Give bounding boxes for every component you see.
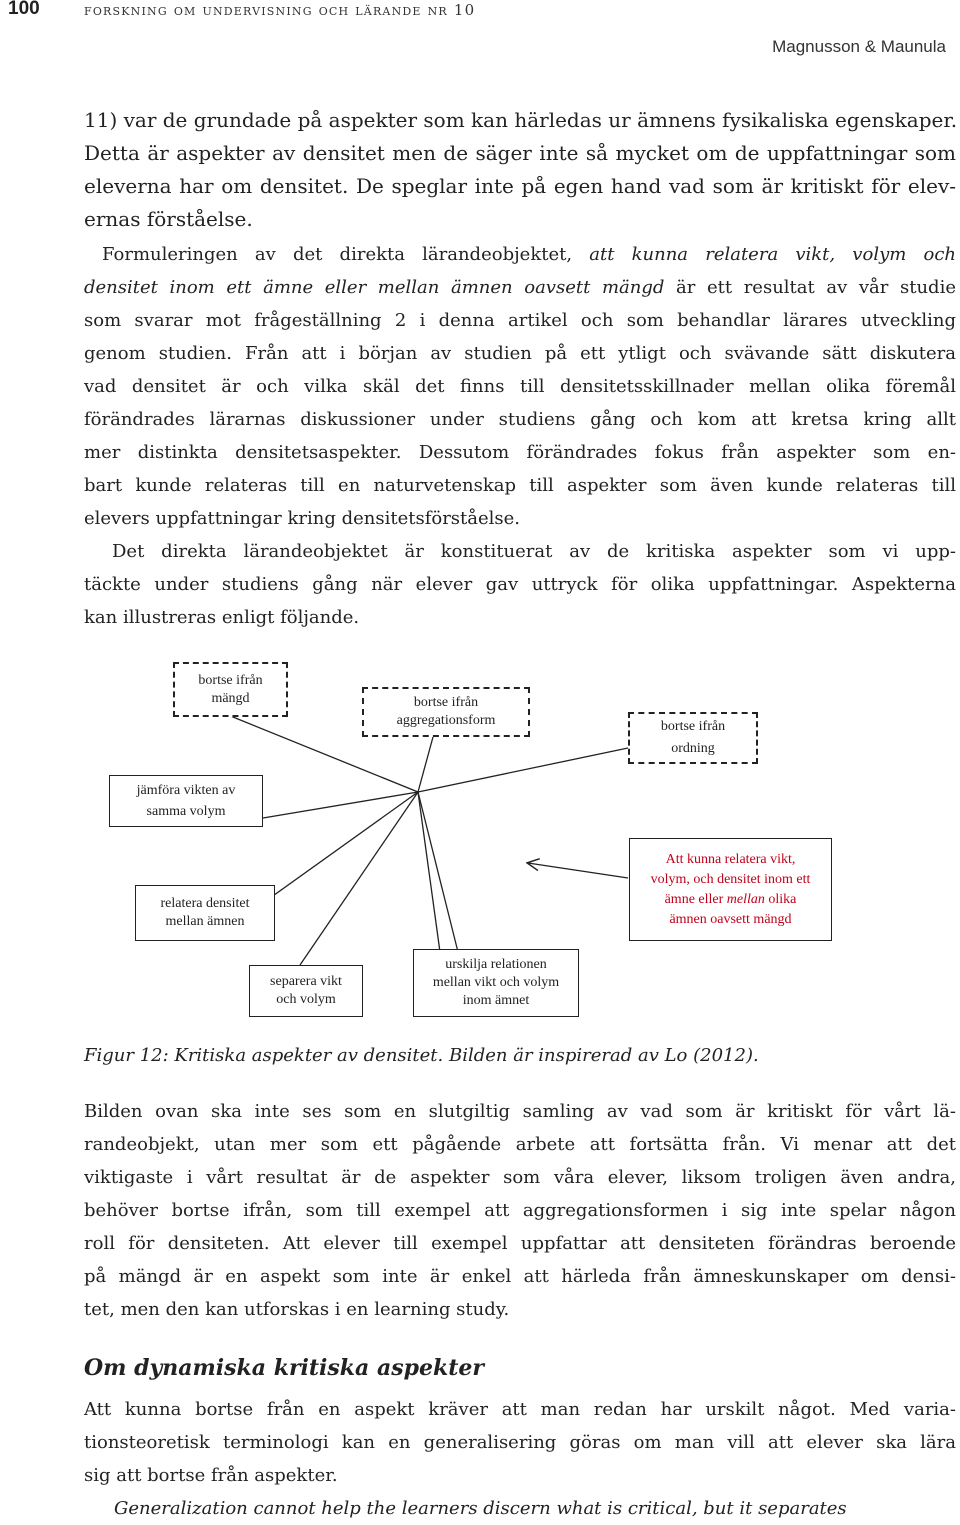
objective-text: volym, och densitet inom ett — [650, 871, 811, 887]
box-text: mellan ämnen — [165, 914, 245, 929]
para1-line-4: ernas förståelse. — [84, 207, 253, 231]
para5-line-2: tionsteoretisk terminologi kan en generalisering göras om man vill att elever ska lära — [84, 1432, 956, 1453]
box-bortse-ordning — [628, 712, 758, 764]
para4-line-1: Bilden ovan ska inte ses som en slutgiltig samling av vad som är kritiskt för vårt lä- — [84, 1101, 956, 1122]
para3-line-1: Det direkta lärandeobjektet är konstituerat av de kritiska aspekter som vi upp- — [112, 541, 956, 562]
objective-text: Att kunna relatera vikt, — [665, 851, 796, 867]
para4-line-5: roll för densiteten. Att elever till exempel uppfattar att densiteten förändras beroende — [84, 1233, 956, 1254]
box-jamfora-vikten — [109, 775, 263, 827]
box-bortse-aggregationsform — [362, 687, 530, 737]
box-text: mellan vikt och volym — [432, 975, 560, 990]
line-to-ordning — [418, 748, 628, 792]
para2-text: är ett resultat av vår studie — [664, 277, 956, 298]
para5-line-1: Att kunna bortse från en aspekt kräver att man redan har urskilt något. Med varia- — [84, 1399, 956, 1420]
box-bortse-mangd — [173, 662, 288, 717]
box-text: separera vikt — [270, 974, 342, 989]
para2-line-4: genom studien. Från att i början av studien på ett ytligt och svävande sätt diskutera — [84, 343, 956, 364]
line-to-relatera — [270, 792, 418, 898]
para5-line-3: sig att bortse från aspekter. — [84, 1465, 338, 1486]
learning-objective-inline: att kunna relatera vikt, volym och — [589, 244, 956, 265]
box-text: aggregationsform — [396, 713, 496, 728]
objective-text: ämnen oavsett mängd — [669, 911, 792, 927]
para2-line-2 — [84, 271, 956, 304]
page-number: 100 — [8, 0, 40, 19]
para1-line-3: eleverna har om densitet. De speglar inte på egen hand vad som är kritiskt för elev- — [84, 174, 956, 198]
line-to-separera — [300, 792, 418, 965]
box-learning-objective — [629, 838, 832, 941]
line-to-urskilja-2 — [418, 792, 458, 952]
box-text: och volym — [276, 992, 336, 1007]
para2-line-1 — [102, 238, 956, 271]
objective-text: ämne eller mellan olika — [664, 891, 797, 907]
author-line: Magnusson & Maunula — [772, 37, 946, 56]
box-relatera-densitet — [135, 885, 275, 941]
box-text: bortse ifrån — [413, 695, 479, 710]
learning-objective-inline: densitet inom ett ämne eller mellan ämnen oavsett mängd — [84, 277, 665, 298]
box-text: mängd — [211, 690, 250, 706]
box-text: urskilja relationen — [445, 957, 547, 972]
para2-line-5: vad densitet är och vilka skäl det finns till densitetsskillnader mellan olika föremål — [84, 376, 956, 397]
box-text: bortse ifrån — [660, 719, 726, 734]
para2-line-6: förändrades lärarnas diskussioner under studiens gång och kom att kretsa kring allt — [84, 409, 956, 430]
para4-line-6: på mängd är en aspekt som inte är enkel att härleda från ämneskunskaper om densi- — [84, 1266, 956, 1287]
box-urskilja-relationen — [413, 949, 579, 1017]
para4-line-2: randeobjekt, utan mer som ett pågående arbete att fortsätta från. Vi menar att det — [84, 1134, 956, 1155]
box-text: ordning — [671, 741, 715, 756]
para1-line-1: 11) var de grundade på aspekter som kan härledas ur ämnens fysikaliska egenskaper. — [84, 108, 958, 132]
figure-caption: Figur 12: Kritiska aspekter av densitet. Bilden är inspirerad av Lo (2012). — [84, 1045, 759, 1066]
box-text: samma volym — [146, 803, 226, 819]
block-quote: Generalization cannot help the learners discern what is critical, but it separates — [114, 1498, 847, 1519]
para4-line-4: behöver bortse ifrån, som till exempel att aggregationsformen i sig inte spelar någon — [84, 1200, 956, 1221]
para2-line-3: som svarar mot frågeställning 2 i denna artikel och som behandlar lärares utveckling — [84, 310, 956, 331]
line-to-jamfora — [263, 792, 418, 818]
para2-text: Formuleringen av det direkta lärandeobjektet, — [102, 244, 590, 265]
line-to-urskilja — [418, 792, 440, 952]
box-text: jämföra vikten av — [136, 782, 236, 798]
box-text: bortse ifrån — [198, 672, 263, 688]
box-separera-vikt — [249, 965, 363, 1017]
line-to-aggregation — [418, 737, 433, 792]
section-heading: Om dynamiska kritiska aspekter — [84, 1355, 484, 1381]
para4-line-3: viktigaste i vårt resultat är de aspekter som våra elever, liksom troligen även andra, — [84, 1167, 956, 1188]
para4-line-7: tet, men den kan utforskas i en learning study. — [84, 1299, 510, 1320]
box-text: relatera densitet — [160, 896, 250, 911]
para2-line-7: mer distinkta densitetsaspekter. Dessutom förändrades fokus från aspekter som en- — [84, 442, 956, 463]
box-text: inom ämnet — [462, 993, 530, 1008]
para2-line-8: bart kunde relateras till en naturvetenskap till aspekter som även kunde relateras till — [84, 475, 956, 496]
para3-line-2: täckte under studiens gång när elever gav uttryck för olika uppfattningar. Aspekterna — [84, 574, 956, 595]
para1-line-2: Detta är aspekter av densitet men de säger inte så mycket om de uppfattningar som — [84, 141, 956, 165]
para2-line-9: elevers uppfattningar kring densitetsförståelse. — [84, 508, 521, 529]
para3-line-3: kan illustreras enligt följande. — [84, 607, 360, 628]
running-header: forskning om undervisning och lärande nr 10 — [84, 1, 476, 19]
arrow-to-objective — [528, 863, 628, 878]
